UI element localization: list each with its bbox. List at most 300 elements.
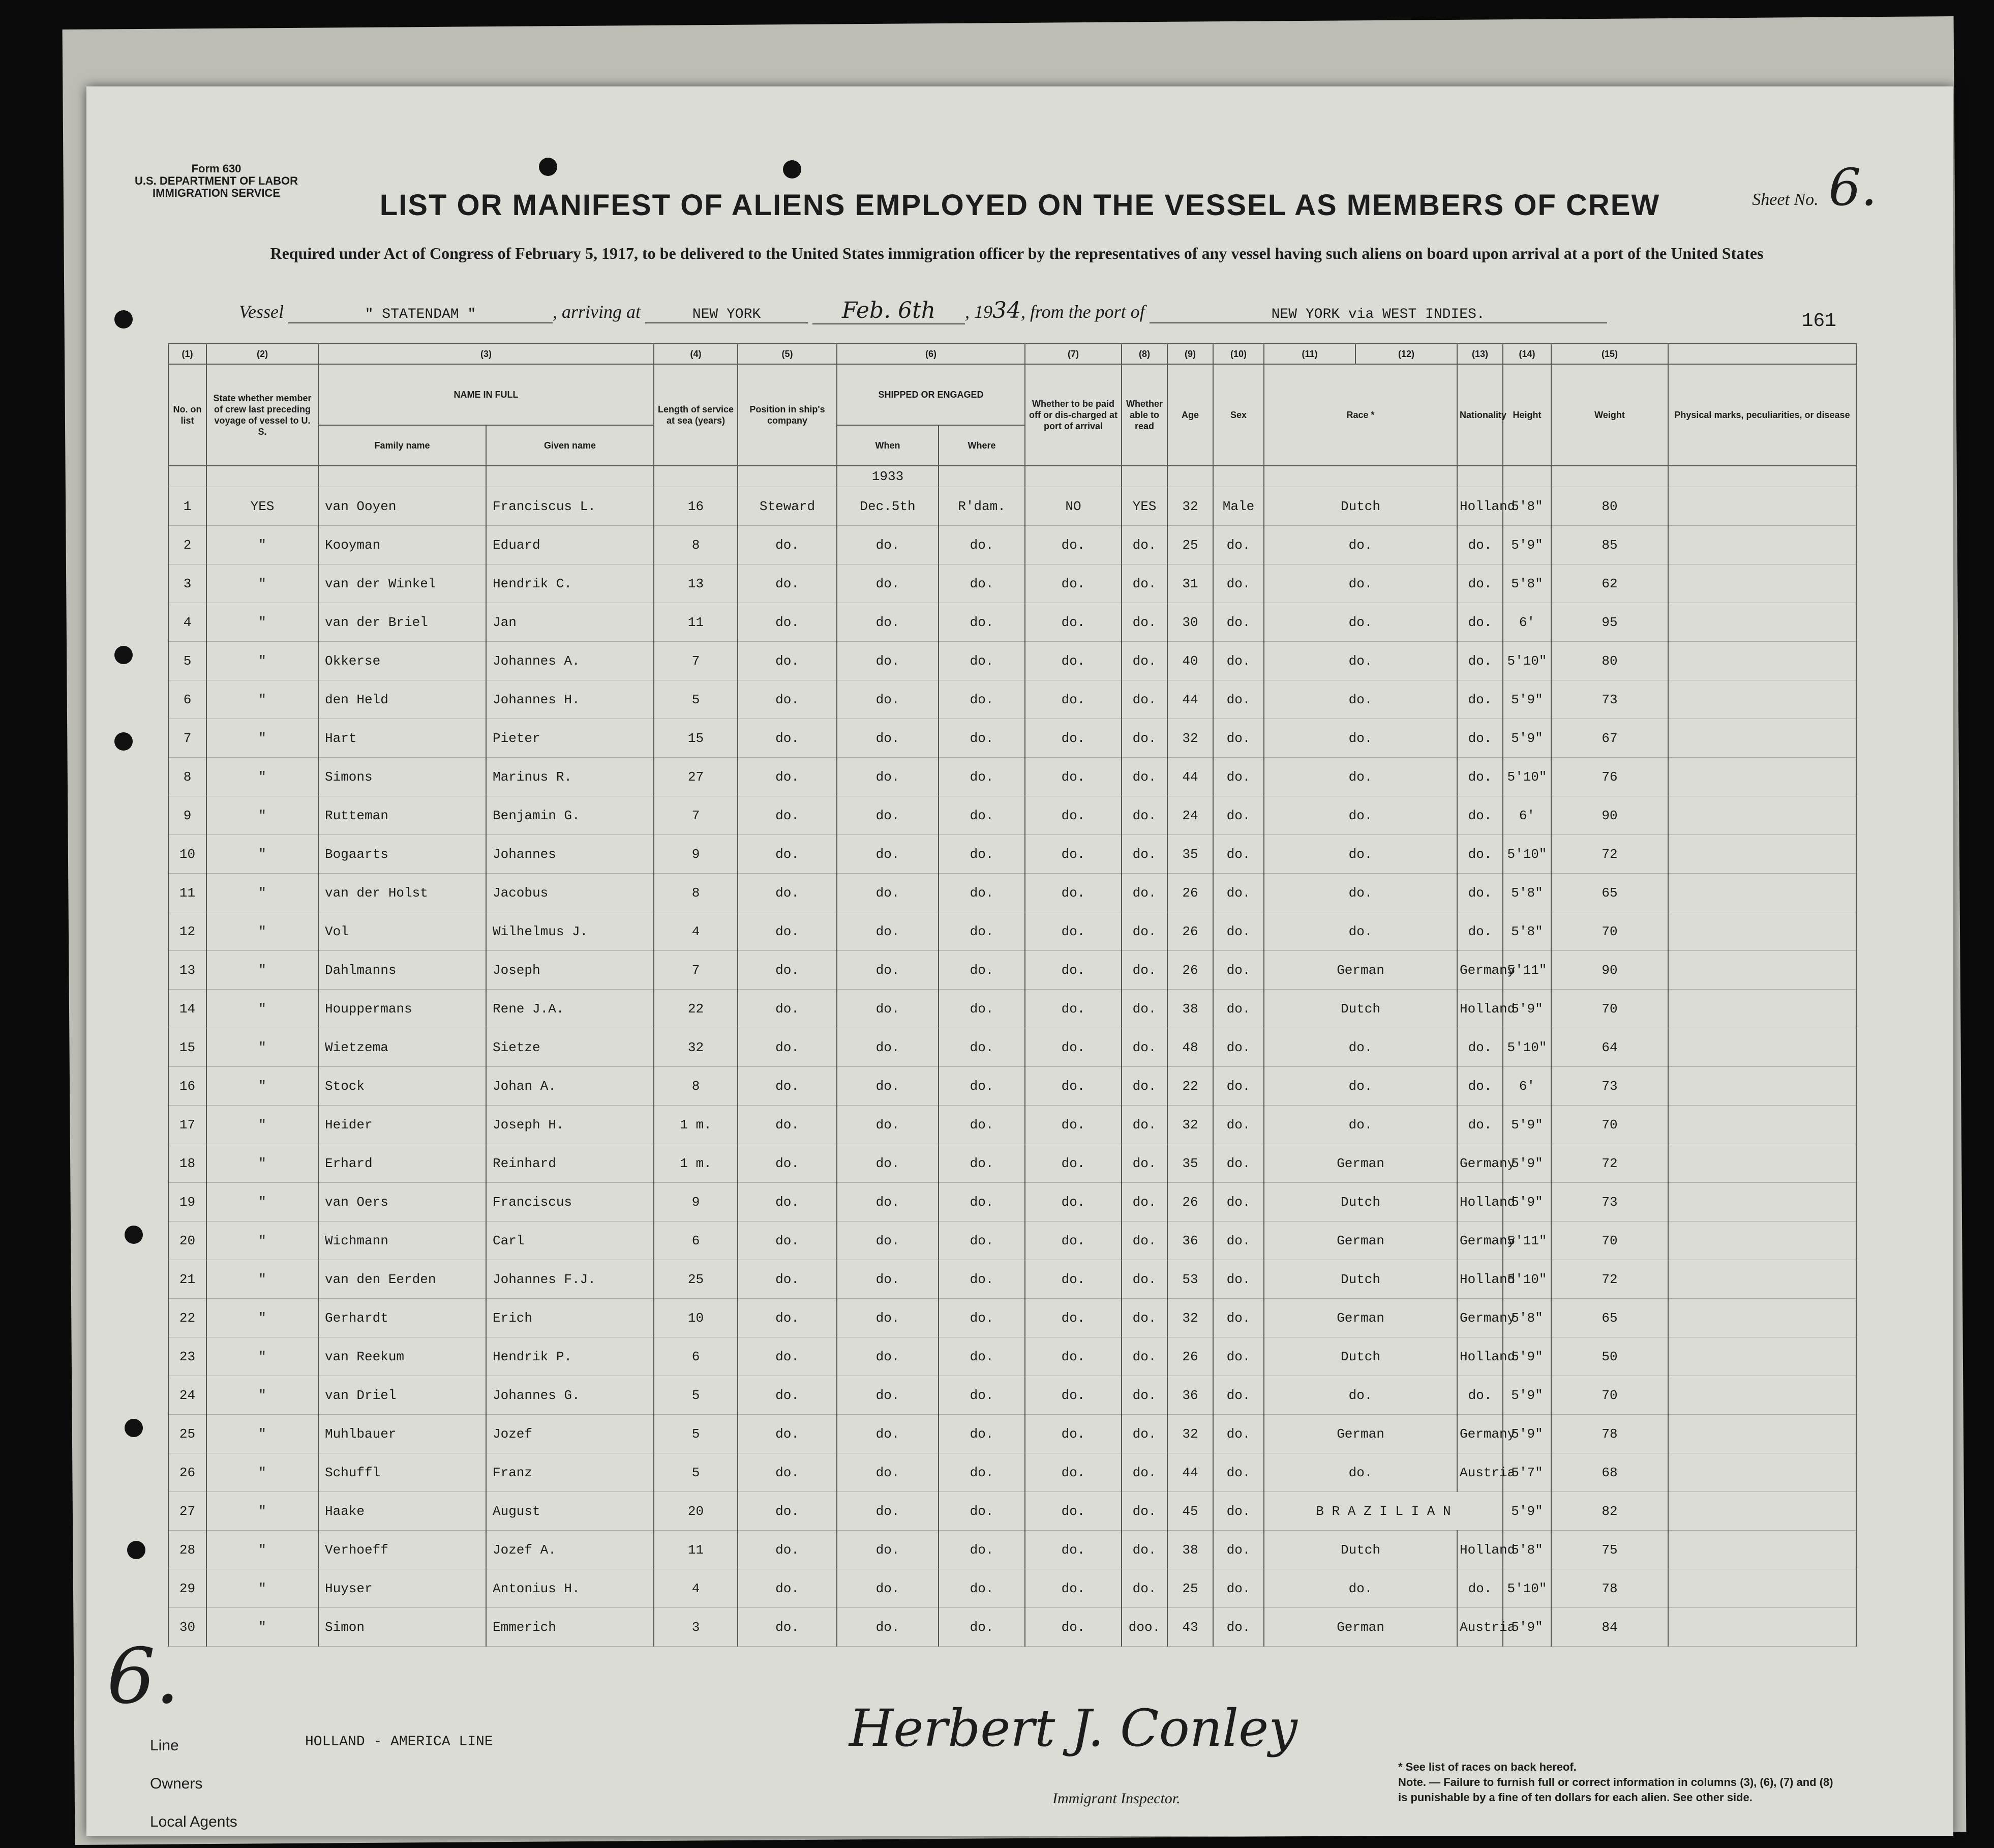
header-nationality: Nationality — [1457, 364, 1503, 466]
arrival-year: 34 — [992, 297, 1021, 323]
length-of-service: 7 — [654, 951, 738, 990]
paid-off: do. — [1025, 1453, 1122, 1492]
shipped-when: do. — [837, 1183, 939, 1221]
sex: do. — [1213, 564, 1264, 603]
given-name: Johannes — [486, 835, 654, 874]
shipped-where: do. — [939, 719, 1025, 758]
able-to-read: do. — [1122, 1183, 1167, 1221]
height: 5'9" — [1503, 1106, 1551, 1144]
shipped-where: do. — [939, 912, 1025, 951]
paid-off: do. — [1025, 1337, 1122, 1376]
height: 5'9" — [1503, 526, 1551, 564]
shipped-where: do. — [939, 1415, 1025, 1453]
weight: 70 — [1551, 912, 1668, 951]
previous-voyage: " — [206, 603, 318, 642]
shipped-when: do. — [837, 1106, 939, 1144]
age: 44 — [1167, 680, 1213, 719]
previous-voyage: " — [206, 1608, 318, 1647]
age: 26 — [1167, 1337, 1213, 1376]
nationality: do. — [1457, 1028, 1503, 1067]
position: do. — [738, 1492, 837, 1531]
position: do. — [738, 990, 837, 1028]
able-to-read: do. — [1122, 1376, 1167, 1415]
shipped-when: do. — [837, 1221, 939, 1260]
previous-voyage: " — [206, 874, 318, 912]
age: 32 — [1167, 1299, 1213, 1337]
row-number: 13 — [168, 951, 206, 990]
position: do. — [738, 1415, 837, 1453]
shipped-where: do. — [939, 758, 1025, 796]
shipped-where: do. — [939, 1299, 1025, 1337]
shipped-where: do. — [939, 1260, 1025, 1299]
nationality: do. — [1457, 680, 1503, 719]
previous-voyage: YES — [206, 487, 318, 526]
row-number: 10 — [168, 835, 206, 874]
family-name: Houppermans — [318, 990, 486, 1028]
given-name: Benjamin G. — [486, 796, 654, 835]
row-number: 30 — [168, 1608, 206, 1647]
row-number: 26 — [168, 1453, 206, 1492]
age: 26 — [1167, 951, 1213, 990]
row-number: 15 — [168, 1028, 206, 1067]
length-of-service: 8 — [654, 874, 738, 912]
age: 25 — [1167, 1569, 1213, 1608]
family-name: Stock — [318, 1067, 486, 1106]
physical-marks — [1668, 1028, 1856, 1067]
race: do. — [1264, 603, 1457, 642]
header-name-in-full: NAME IN FULL — [318, 364, 654, 425]
able-to-read: do. — [1122, 1106, 1167, 1144]
table-row — [168, 680, 1856, 719]
physical-marks — [1668, 487, 1856, 526]
punch-hole — [114, 646, 133, 664]
sex: do. — [1213, 526, 1264, 564]
shipped-when: do. — [837, 564, 939, 603]
weight: 68 — [1551, 1453, 1668, 1492]
table-row — [168, 487, 1856, 526]
age: 44 — [1167, 758, 1213, 796]
given-name: Sietze — [486, 1028, 654, 1067]
sex: do. — [1213, 912, 1264, 951]
nationality: Holland — [1457, 1183, 1503, 1221]
shipped-when: do. — [837, 1067, 939, 1106]
table-row — [168, 642, 1856, 680]
header-state-member: State whether member of crew last preceding voyage of vessel to U. S. — [206, 364, 318, 466]
vessel-label: Vessel — [239, 302, 284, 322]
given-name: Franciscus L. — [486, 487, 654, 526]
sex: do. — [1213, 1531, 1264, 1569]
position: do. — [738, 1067, 837, 1106]
sex: do. — [1213, 1453, 1264, 1492]
given-name: Eduard — [486, 526, 654, 564]
age: 32 — [1167, 1415, 1213, 1453]
nationality: Holland — [1457, 990, 1503, 1028]
previous-voyage: " — [206, 1531, 318, 1569]
paid-off: do. — [1025, 874, 1122, 912]
height: 6' — [1503, 1067, 1551, 1106]
race: do. — [1264, 680, 1457, 719]
shipped-when: do. — [837, 1337, 939, 1376]
age: 38 — [1167, 1531, 1213, 1569]
nationality: Germany — [1457, 951, 1503, 990]
shipped-when: do. — [837, 1608, 939, 1647]
shipped-where: do. — [939, 1531, 1025, 1569]
race: do. — [1264, 796, 1457, 835]
given-name: Marinus R. — [486, 758, 654, 796]
nationality: Holland — [1457, 487, 1503, 526]
header-no-on-list: No. on list — [168, 364, 206, 466]
position: do. — [738, 1183, 837, 1221]
table-row — [168, 912, 1856, 951]
sheet-value: 6. — [1828, 158, 1877, 217]
line-value: HOLLAND - AMERICA LINE — [305, 1734, 493, 1750]
header-able-to-read: Whether able to read — [1122, 364, 1167, 466]
race: Dutch — [1264, 1337, 1457, 1376]
height: 5'9" — [1503, 1376, 1551, 1415]
nationality: do. — [1457, 796, 1503, 835]
table-row — [168, 796, 1856, 835]
family-name: Gerhardt — [318, 1299, 486, 1337]
age: 53 — [1167, 1260, 1213, 1299]
owners-label: Owners — [150, 1775, 203, 1792]
sex: do. — [1213, 990, 1264, 1028]
height: 5'8" — [1503, 912, 1551, 951]
family-name: Wietzema — [318, 1028, 486, 1067]
family-name: Kooyman — [318, 526, 486, 564]
shipped-where: do. — [939, 1492, 1025, 1531]
col-num-13: (13) — [1457, 344, 1503, 364]
nationality: Austria — [1457, 1608, 1503, 1647]
able-to-read: do. — [1122, 758, 1167, 796]
shipped-where: do. — [939, 1376, 1025, 1415]
weight: 70 — [1551, 990, 1668, 1028]
nationality: Holland — [1457, 1337, 1503, 1376]
paid-off: do. — [1025, 796, 1122, 835]
from-port: NEW YORK via WEST INDIES. — [1150, 307, 1607, 323]
family-name: van der Briel — [318, 603, 486, 642]
nationality: do. — [1457, 912, 1503, 951]
weight: 90 — [1551, 796, 1668, 835]
able-to-read: do. — [1122, 912, 1167, 951]
sex: do. — [1213, 603, 1264, 642]
length-of-service: 6 — [654, 1337, 738, 1376]
crew-manifest-table — [168, 343, 1857, 1647]
given-name: Johannes G. — [486, 1376, 654, 1415]
sex: do. — [1213, 1028, 1264, 1067]
nationality: Germany — [1457, 1144, 1503, 1183]
position: do. — [738, 1144, 837, 1183]
previous-voyage: " — [206, 564, 318, 603]
height: 6' — [1503, 603, 1551, 642]
inspector-label: Immigrant Inspector. — [1052, 1790, 1181, 1807]
inspector-signature: Herbert J. Conley — [849, 1698, 1297, 1758]
age: 40 — [1167, 642, 1213, 680]
paid-off: do. — [1025, 1028, 1122, 1067]
paid-off: do. — [1025, 1376, 1122, 1415]
col-num-11: (11) — [1264, 344, 1355, 364]
table-row — [168, 603, 1856, 642]
paid-off: do. — [1025, 526, 1122, 564]
previous-voyage: " — [206, 1569, 318, 1608]
sex: do. — [1213, 1376, 1264, 1415]
height: 5'10" — [1503, 1569, 1551, 1608]
row-number: 5 — [168, 642, 206, 680]
able-to-read: do. — [1122, 1260, 1167, 1299]
race: do. — [1264, 1453, 1457, 1492]
family-name: Dahlmanns — [318, 951, 486, 990]
col-num-4: (4) — [654, 344, 738, 364]
corner-mark: 6. — [107, 1632, 180, 1721]
shipped-when: do. — [837, 1569, 939, 1608]
position: do. — [738, 758, 837, 796]
race: German — [1264, 1144, 1457, 1183]
punch-hole — [539, 158, 557, 176]
given-name: Johannes A. — [486, 642, 654, 680]
given-name: Johan A. — [486, 1067, 654, 1106]
table-row — [168, 1492, 1856, 1531]
position: do. — [738, 642, 837, 680]
physical-marks — [1668, 1453, 1856, 1492]
position: do. — [738, 526, 837, 564]
shipped-when: do. — [837, 1531, 939, 1569]
physical-marks — [1668, 719, 1856, 758]
sex: do. — [1213, 1608, 1264, 1647]
position: do. — [738, 1106, 837, 1144]
previous-voyage: " — [206, 1260, 318, 1299]
previous-voyage: " — [206, 912, 318, 951]
row-number: 11 — [168, 874, 206, 912]
nationality: do. — [1457, 1376, 1503, 1415]
length-of-service: 13 — [654, 564, 738, 603]
arrival-date: Feb. 6th — [812, 297, 965, 324]
given-name: August — [486, 1492, 654, 1531]
family-name: van Reekum — [318, 1337, 486, 1376]
race: German — [1264, 951, 1457, 990]
paid-off: do. — [1025, 835, 1122, 874]
table-row — [168, 758, 1856, 796]
age: 43 — [1167, 1608, 1213, 1647]
sex: do. — [1213, 1492, 1264, 1531]
paid-off: do. — [1025, 680, 1122, 719]
able-to-read: do. — [1122, 526, 1167, 564]
length-of-service: 5 — [654, 1376, 738, 1415]
length-of-service: 1 m. — [654, 1144, 738, 1183]
table-row — [168, 874, 1856, 912]
header-family-name: Family name — [318, 425, 486, 466]
row-number: 28 — [168, 1531, 206, 1569]
row-number: 18 — [168, 1144, 206, 1183]
from-label: , from the port of — [1021, 302, 1145, 322]
height: 5'10" — [1503, 1260, 1551, 1299]
sex: do. — [1213, 758, 1264, 796]
previous-voyage: " — [206, 990, 318, 1028]
sex: do. — [1213, 1106, 1264, 1144]
weight: 82 — [1551, 1492, 1668, 1531]
paid-off: do. — [1025, 1260, 1122, 1299]
age: 48 — [1167, 1028, 1213, 1067]
position: Steward — [738, 487, 837, 526]
position: do. — [738, 1608, 837, 1647]
row-number: 1 — [168, 487, 206, 526]
line-label: Line — [150, 1737, 179, 1754]
weight: 65 — [1551, 874, 1668, 912]
table-body — [168, 466, 1856, 1647]
paid-off: do. — [1025, 1183, 1122, 1221]
given-name: Wilhelmus J. — [486, 912, 654, 951]
physical-marks — [1668, 526, 1856, 564]
row-number: 12 — [168, 912, 206, 951]
length-of-service: 8 — [654, 1067, 738, 1106]
given-name: Joseph — [486, 951, 654, 990]
shipped-where: do. — [939, 1144, 1025, 1183]
shipped-where: do. — [939, 796, 1025, 835]
shipped-where: do. — [939, 680, 1025, 719]
row-number: 24 — [168, 1376, 206, 1415]
punch-hole — [125, 1226, 143, 1244]
height: 5'11" — [1503, 1221, 1551, 1260]
previous-voyage: " — [206, 1067, 318, 1106]
given-name: Rene J.A. — [486, 990, 654, 1028]
shipped-where: do. — [939, 951, 1025, 990]
header-height: Height — [1503, 364, 1551, 466]
family-name: Erhard — [318, 1144, 486, 1183]
physical-marks — [1668, 564, 1856, 603]
col-num-6: (6) — [837, 344, 1025, 364]
table-row — [168, 990, 1856, 1028]
height: 5'10" — [1503, 835, 1551, 874]
row-number: 22 — [168, 1299, 206, 1337]
manifest-page — [86, 86, 1953, 1836]
shipped-when: do. — [837, 1453, 939, 1492]
able-to-read: do. — [1122, 1221, 1167, 1260]
shipped-when: Dec.5th — [837, 487, 939, 526]
family-name: Hart — [318, 719, 486, 758]
given-name: Johannes H. — [486, 680, 654, 719]
shipped-where: do. — [939, 1337, 1025, 1376]
position: do. — [738, 835, 837, 874]
row-number: 25 — [168, 1415, 206, 1453]
able-to-read: do. — [1122, 1453, 1167, 1492]
paid-off: do. — [1025, 1608, 1122, 1647]
previous-voyage: " — [206, 1453, 318, 1492]
weight: 73 — [1551, 680, 1668, 719]
position: do. — [738, 1531, 837, 1569]
paid-off: do. — [1025, 1299, 1122, 1337]
position: do. — [738, 719, 837, 758]
sheet-label: Sheet No. — [1752, 190, 1819, 209]
table-row — [168, 1260, 1856, 1299]
shipped-when: do. — [837, 1299, 939, 1337]
able-to-read: do. — [1122, 796, 1167, 835]
header-paid-off: Whether to be paid off or dis-charged at port of arrival — [1025, 364, 1122, 466]
table-row — [168, 1221, 1856, 1260]
able-to-read: do. — [1122, 1299, 1167, 1337]
service-name: IMMIGRATION SERVICE — [153, 187, 280, 199]
position: do. — [738, 603, 837, 642]
row-number: 6 — [168, 680, 206, 719]
row-number: 8 — [168, 758, 206, 796]
col-num-12: (12) — [1355, 344, 1457, 364]
race: Dutch — [1264, 1260, 1457, 1299]
given-name: Hendrik C. — [486, 564, 654, 603]
row-number: 21 — [168, 1260, 206, 1299]
given-name: Emmerich — [486, 1608, 654, 1647]
shipped-when: do. — [837, 835, 939, 874]
col-num-5: (5) — [738, 344, 837, 364]
nationality: do. — [1457, 719, 1503, 758]
sex: do. — [1213, 680, 1264, 719]
length-of-service: 16 — [654, 487, 738, 526]
nationality: do. — [1457, 642, 1503, 680]
able-to-read: do. — [1122, 951, 1167, 990]
weight: 80 — [1551, 487, 1668, 526]
page-subtitle: Required under Act of Congress of February 5, 1917, to be delivered to the United States immigration officer by the representatives of any vessel having such aliens on board upon arrival at a port of the United States — [270, 244, 1764, 262]
sex: do. — [1213, 1221, 1264, 1260]
table-row — [168, 1144, 1856, 1183]
able-to-read: do. — [1122, 642, 1167, 680]
position: do. — [738, 1028, 837, 1067]
position: do. — [738, 796, 837, 835]
nationality: do. — [1457, 1106, 1503, 1144]
given-name: Franz — [486, 1453, 654, 1492]
table-row — [168, 1415, 1856, 1453]
shipped-where: do. — [939, 603, 1025, 642]
length-of-service: 6 — [654, 1221, 738, 1260]
shipped-when: do. — [837, 912, 939, 951]
height: 5'10" — [1503, 1028, 1551, 1067]
physical-marks — [1668, 1067, 1856, 1106]
table-row — [168, 1183, 1856, 1221]
weight: 78 — [1551, 1569, 1668, 1608]
height: 5'9" — [1503, 1608, 1551, 1647]
shipped-when: do. — [837, 990, 939, 1028]
row-number: 16 — [168, 1067, 206, 1106]
physical-marks — [1668, 951, 1856, 990]
race: German — [1264, 1299, 1457, 1337]
header-race: Race * — [1264, 364, 1457, 466]
sex: do. — [1213, 719, 1264, 758]
weight: 84 — [1551, 1608, 1668, 1647]
position: do. — [738, 1453, 837, 1492]
previous-voyage: " — [206, 1337, 318, 1376]
physical-marks — [1668, 1415, 1856, 1453]
given-name: Franciscus — [486, 1183, 654, 1221]
weight: 78 — [1551, 1415, 1668, 1453]
arriving-port: NEW YORK — [645, 307, 808, 323]
physical-marks — [1668, 912, 1856, 951]
physical-marks — [1668, 796, 1856, 835]
race: do. — [1264, 758, 1457, 796]
length-of-service: 15 — [654, 719, 738, 758]
previous-voyage: " — [206, 680, 318, 719]
sex: do. — [1213, 1144, 1264, 1183]
nationality: do. — [1457, 758, 1503, 796]
shipped-when: do. — [837, 680, 939, 719]
height: 5'8" — [1503, 487, 1551, 526]
family-name: Vol — [318, 912, 486, 951]
physical-marks — [1668, 603, 1856, 642]
previous-voyage: " — [206, 951, 318, 990]
physical-marks — [1668, 1183, 1856, 1221]
paid-off: do. — [1025, 1067, 1122, 1106]
physical-marks — [1668, 874, 1856, 912]
family-name: Heider — [318, 1106, 486, 1144]
shipped-when: do. — [837, 1028, 939, 1067]
given-name: Erich — [486, 1299, 654, 1337]
position: do. — [738, 1221, 837, 1260]
given-name: Carl — [486, 1221, 654, 1260]
given-name: Jacobus — [486, 874, 654, 912]
